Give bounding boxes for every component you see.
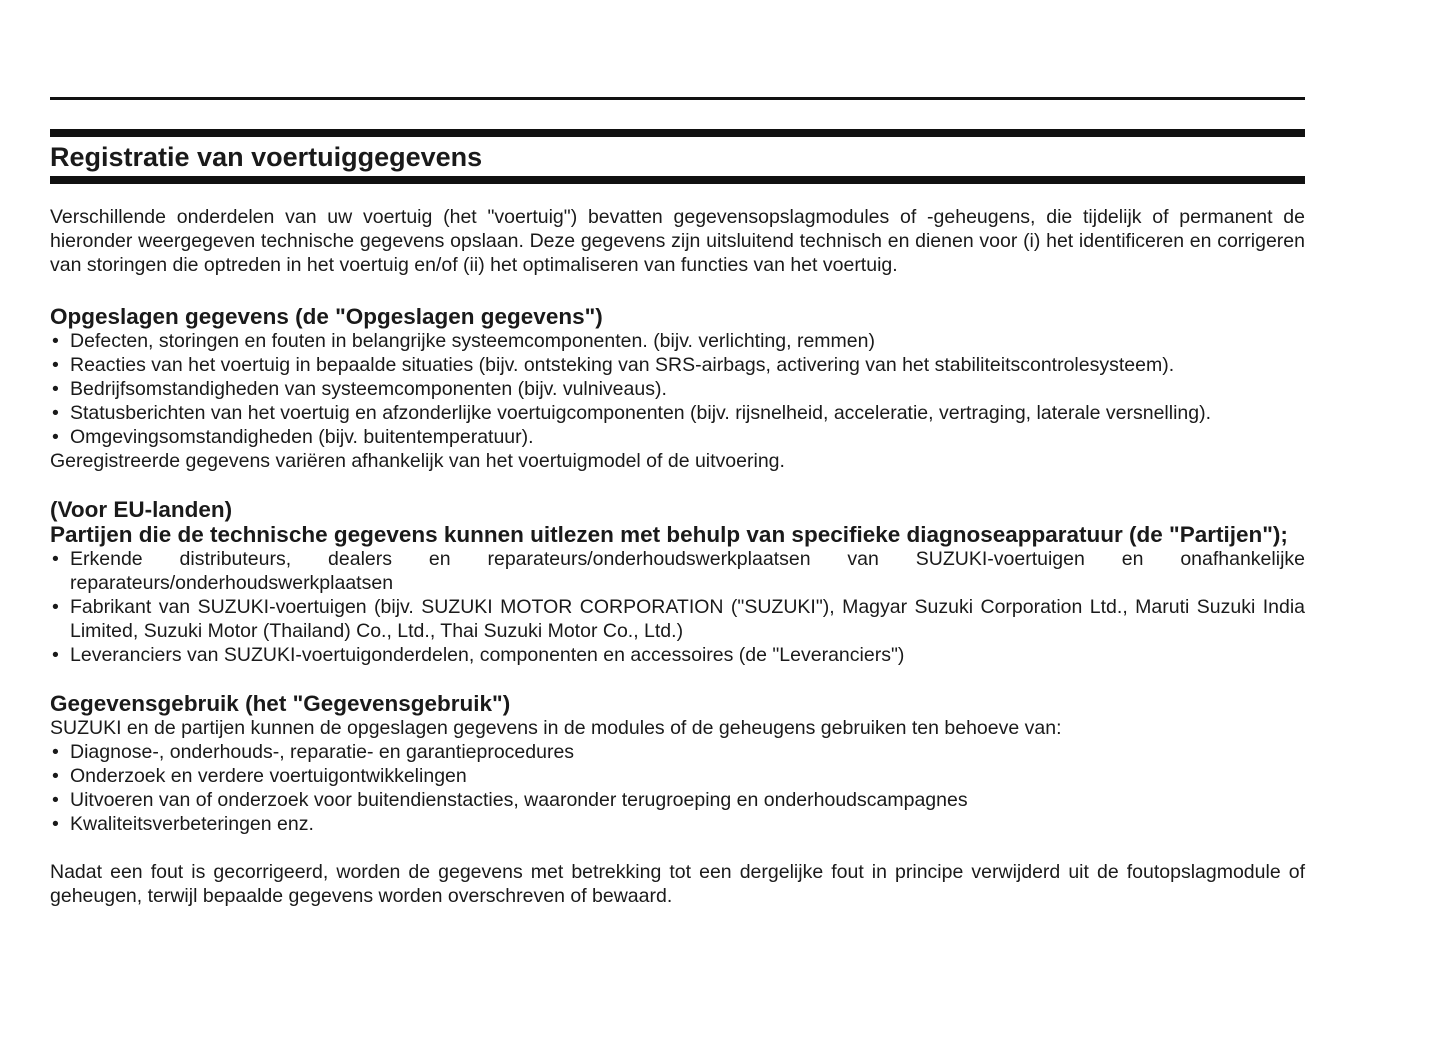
usage-intro: SUZUKI en de partijen kunnen de opgeslagen gegevens in de modules of de geheugens gebruiken ten behoeve van: (50, 717, 1062, 739)
parties-region-heading: (Voor EU-landen) (50, 497, 233, 522)
list-item: • Onderzoek en verdere voertuigontwikkelingen (50, 764, 1305, 788)
list-item: • Statusberichten van het voertuig en afzonderlijke voertuigcomponenten (bijv. rijsnelheid, acceleratie, vertraging, laterale versnelling). (50, 401, 1305, 425)
usage-heading: Gegevensgebruik (het "Gegevensgebruik") (50, 691, 511, 716)
list-item: • Leveranciers van SUZUKI-voertuigonderdelen, componenten en accessoires (de "Leveranciers") (50, 643, 1305, 667)
parties-heading: Partijen die de technische gegevens kunnen uitlezen met behulp van specifieke diagnoseapparatuur (de "Partijen"); (50, 522, 1288, 547)
parties-list (50, 547, 1305, 667)
usage-section (50, 691, 1305, 836)
list-item: • Fabrikant van SUZUKI-voertuigen (bijv. SUZUKI MOTOR CORPORATION ("SUZUKI"), Magyar Suzuki Corporation Ltd., Maruti Suzuki India Limited, Suzuki Motor (Thailand) Co., Ltd., Thai Suzuki Motor Co., Ltd.) (50, 595, 1305, 643)
stored-data-section (50, 304, 1305, 473)
heading-rule-bottom (50, 176, 1305, 184)
intro-paragraph: Verschillende onderdelen van uw voertuig (het "voertuig") bevatten gegevensopslagmodules of -geheugens, die tijdelijk of permanent de hieronder weergegeven technische gegevens opslaan. Deze gegevens zijn uitsluitend technisch en dienen voor (i) het identificeren en corrigeren van storingen die optreden in het voertuig en/of (ii) het optimaliseren van functies van het voertuig. (50, 206, 1305, 276)
stored-data-footer: Geregistreerde gegevens variëren afhankelijk van het voertuigmodel of de uitvoering. (50, 450, 785, 472)
list-item: • Defecten, storingen en fouten in belangrijke systeemcomponenten. (bijv. verlichting, remmen) (50, 329, 1305, 353)
usage-list (50, 740, 1305, 836)
heading-rule-top (50, 129, 1305, 137)
document-body (50, 205, 1305, 908)
list-item: • Omgevingsomstandigheden (bijv. buitentemperatuur). (50, 425, 1305, 449)
page-title: Registratie van voertuiggegevens (50, 142, 483, 172)
list-item: • Reacties van het voertuig in bepaalde situaties (bijv. ontsteking van SRS-airbags, activering van het stabiliteitscontrolesysteem). (50, 353, 1305, 377)
parties-section (50, 497, 1305, 667)
list-item: • Kwaliteitsverbeteringen enz. (50, 812, 1305, 836)
list-item: • Diagnose-, onderhouds-, reparatie- en garantieprocedures (50, 740, 1305, 764)
stored-data-heading: Opgeslagen gegevens (de "Opgeslagen gegevens") (50, 304, 603, 329)
list-item: • Uitvoeren van of onderzoek voor buitendienstacties, waaronder terugroeping en onderhoudscampagnes (50, 788, 1305, 812)
list-item: • Erkende distributeurs, dealers en reparateurs/onderhoudswerkplaatsen van SUZUKI-voertuigen en onafhankelijke reparateurs/onderhoudswerkplaatsen (50, 547, 1305, 595)
closing-paragraph: Nadat een fout is gecorrigeerd, worden de gegevens met betrekking tot een dergelijke fout in principe verwijderd uit de foutopslagmodule of geheugen, terwijl bepaalde gegevens worden overschreven of bewaard. (50, 861, 1305, 907)
stored-data-list (50, 329, 1305, 449)
top-rule (50, 97, 1305, 100)
list-item: • Bedrijfsomstandigheden van systeemcomponenten (bijv. vulniveaus). (50, 377, 1305, 401)
